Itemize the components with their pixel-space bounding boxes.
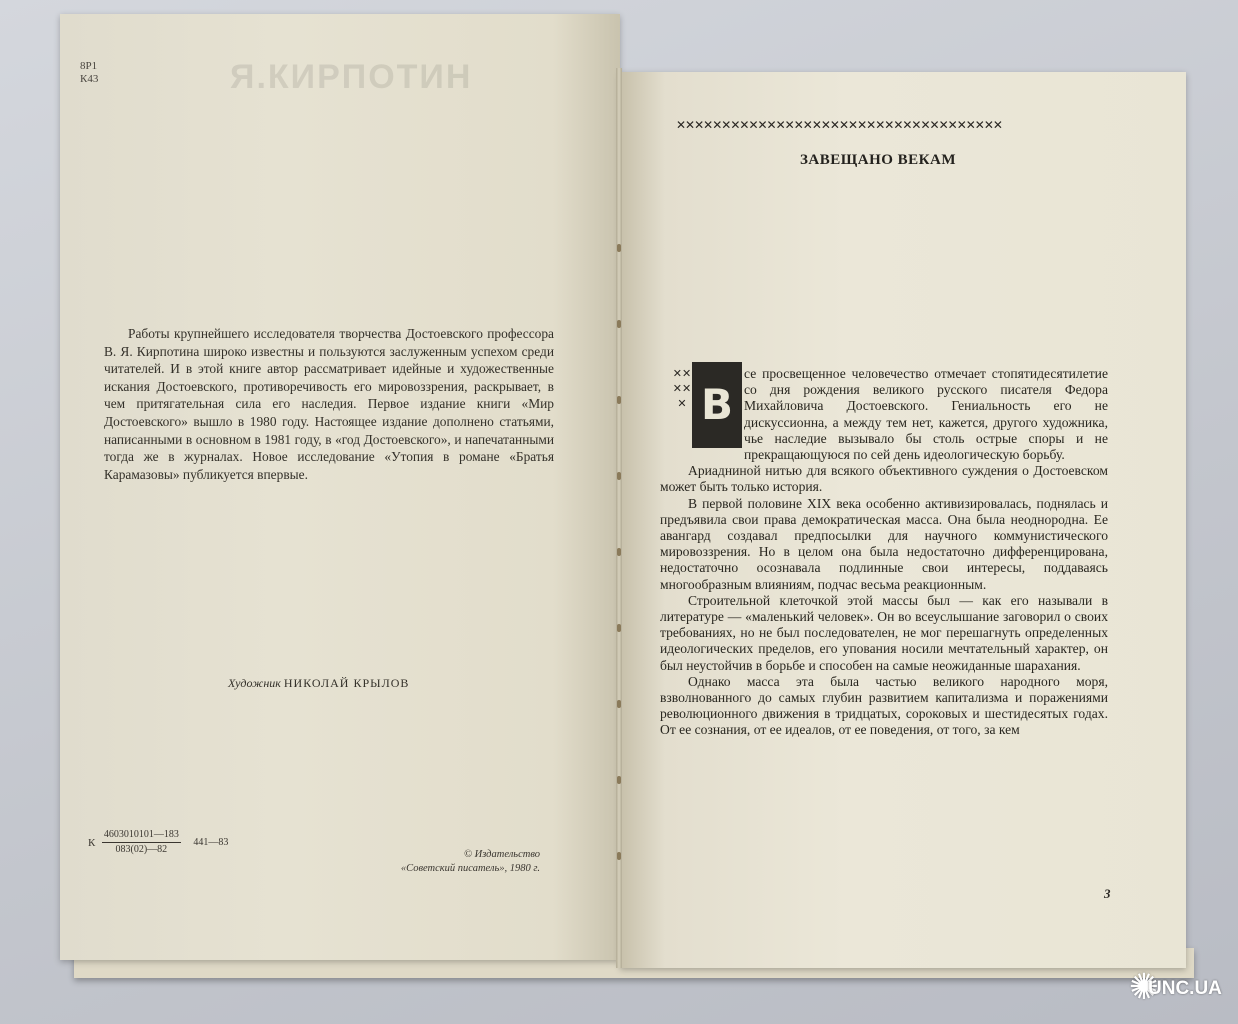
binding-stitch (617, 624, 621, 632)
catalog-number (88, 828, 228, 857)
drop-cap-ornament: ✕✕✕✕✕ (672, 367, 692, 410)
classification-code-line: К43 (80, 73, 99, 85)
left-page (60, 14, 620, 960)
show-through-text: Я.КИРПОТИН (230, 58, 473, 96)
paragraph: В первой половине XIX века особенно активизировалась, поднялась и предъявила свои права демократическая масса. Она была неоднородна. Ее авангард создавал предпосылки для научного коммунистического мировоззрения. Но в целом она была недостаточно дифференцирована, недостаточно осознавала подлинные свои интересы, поддаваясь многообразным влияниям, подчас весьма реакционным. (660, 495, 1108, 592)
classification-code-line: 8Р1 (80, 60, 98, 72)
paragraph: Однако масса эта была частью великого народного моря, взволнованного до самых глубин развитием капитализма и поражениями революционного движения в тридцатых, сороковых и шестидесятых годах. От ее сознания, от ее идеалов, от ее поведения, от того, за кем (660, 673, 1108, 738)
drop-cap (672, 362, 746, 450)
binding-stitch (617, 700, 621, 708)
paragraph: Ариадниной нитью для всякого объективного суждения о Достоевском может быть только история. (660, 463, 1108, 495)
binding-stitch (617, 396, 621, 404)
classification-code (80, 60, 98, 86)
decorative-ornament-border: ✕✕✕✕✕✕✕✕✕✕✕✕✕✕✕✕✕✕✕✕✕✕✕✕✕✕✕✕✕✕✕✕✕✕✕✕ (676, 118, 1002, 132)
drop-cap-letter: В (692, 362, 742, 448)
artist-name: НИКОЛАЙ КРЫЛОВ (283, 676, 410, 690)
burst-icon: ✺ (1128, 967, 1160, 1008)
book-annotation: Работы крупнейшего исследователя творчества Достоевского профессора В. Я. Кирпотина широко известны и пользуются заслуженным успехом среди читателей. И в этой книге автор рассматривает идейные и художественные искания Достоевского, противоречивость его мировоззрения, раскрывает, в чем притягательная сила его наследия. Первое издание книги «Мир Достоевского» вышло в 1980 году. Настоящее издание дополнено статьями, написанными в основном в 1981 году, в «год Достоевского», и напечатанными тогда же в журналах. Новое исследование «Утопия в романе «Братья Карамазовы» публикуется впервые. (104, 326, 554, 482)
binding-stitch (617, 244, 621, 252)
catalog-numerator: 4603010101—183 (102, 828, 181, 843)
chapter-title: ЗАВЕЩАНО ВЕКАМ (800, 152, 957, 168)
catalog-letter: К (88, 836, 96, 849)
site-watermark (1124, 966, 1234, 1018)
artist-label: Художник (228, 676, 281, 690)
copyright-line: © Издательство (464, 849, 540, 860)
binding-stitch (617, 852, 621, 860)
watermark-text: UNC.UA (1148, 978, 1222, 999)
catalog-denominator: 083(02)—82 (115, 844, 168, 855)
catalog-order-number: 441—83 (193, 836, 229, 848)
binding-stitch (617, 776, 621, 784)
binding-stitch (617, 472, 621, 480)
paragraph: се просвещенное человечество отмечает стопятидесятилетие со дня рождения великого русского писателя Федора Михайловича Достоевского. Гениальность его не дискуссионна, а между тем нет, кажется, другого художника, чье наследие вызывало бы столь острые споры и не прекращающуюся по сей день идеологическую борьбу. (744, 366, 1108, 463)
copyright-line: «Советский писатель», 1980 г. (400, 863, 540, 874)
copyright-notice (370, 848, 540, 876)
binding-stitch (617, 548, 621, 556)
binding-stitch (617, 320, 621, 328)
page-number: 3 (1104, 886, 1111, 901)
artist-credit (228, 676, 409, 691)
paragraph: Строительной клеточкой этой массы был — как его называли в литературе — «маленький человек». Он во всеуслышание заговорил о своих требованиях, но не был последователен, не мог перешагнуть определенных идеологических пределов, его упования носили мечтательный характер, он был неустойчив в борьбе и способен на самые неожиданные шарахания. (660, 592, 1108, 673)
catalog-fraction (102, 828, 181, 857)
book-spine (616, 68, 622, 968)
